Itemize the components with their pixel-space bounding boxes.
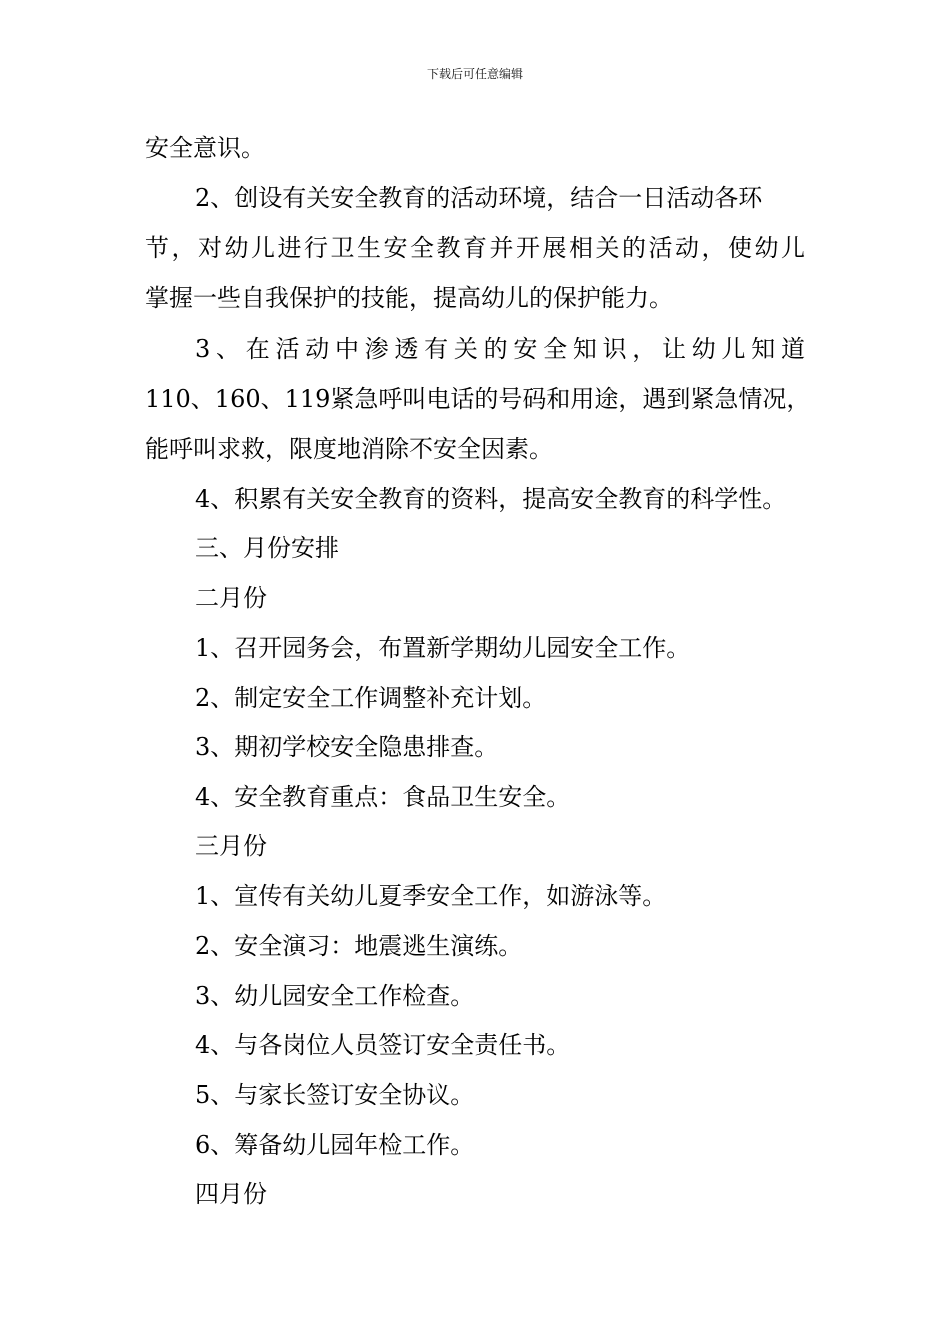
paragraph-line: 掌握一些自我保护的技能，提高幼儿的保护能力。 bbox=[145, 284, 673, 312]
paragraph-line: 节，对幼儿进行卫生安全教育并开展相关的活动，使幼儿 bbox=[145, 234, 805, 262]
list-item: 4、安全教育重点：食品卫生安全。 bbox=[195, 783, 571, 811]
paragraph-line: 2、创设有关安全教育的活动环境，结合一日活动各环 bbox=[195, 184, 763, 212]
page-header: 下载后可任意编辑 bbox=[426, 67, 523, 81]
month-heading: 三月份 bbox=[195, 832, 267, 860]
list-item: 6、筹备幼儿园年检工作。 bbox=[195, 1131, 475, 1159]
paragraph-line: 安全意识。 bbox=[145, 134, 265, 162]
list-item: 2、安全演习：地震逃生演练。 bbox=[195, 932, 523, 960]
paragraph-line: 110、160、119紧急呼叫电话的号码和用途，遇到紧急情况， bbox=[145, 385, 811, 413]
list-item: 3、幼儿园安全工作检查。 bbox=[195, 982, 475, 1010]
list-item: 5、与家长签订安全协议。 bbox=[195, 1081, 475, 1109]
section-heading: 三、月份安排 bbox=[195, 534, 339, 562]
list-item: 3、期初学校安全隐患排查。 bbox=[195, 733, 499, 761]
month-heading: 四月份 bbox=[195, 1180, 267, 1208]
list-item: 2、制定安全工作调整补充计划。 bbox=[195, 684, 547, 712]
month-heading: 二月份 bbox=[195, 584, 267, 612]
list-item: 1、召开园务会，布置新学期幼儿园安全工作。 bbox=[195, 634, 691, 662]
paragraph-line: 4、积累有关安全教育的资料，提高安全教育的科学性。 bbox=[195, 485, 787, 513]
paragraph-line: 能呼叫求救，限度地消除不安全因素。 bbox=[145, 435, 553, 463]
paragraph-line: 3、在活动中渗透有关的安全知识，让幼儿知道 bbox=[195, 335, 805, 363]
list-item: 4、与各岗位人员签订安全责任书。 bbox=[195, 1031, 571, 1059]
list-item: 1、宣传有关幼儿夏季安全工作，如游泳等。 bbox=[195, 882, 667, 910]
